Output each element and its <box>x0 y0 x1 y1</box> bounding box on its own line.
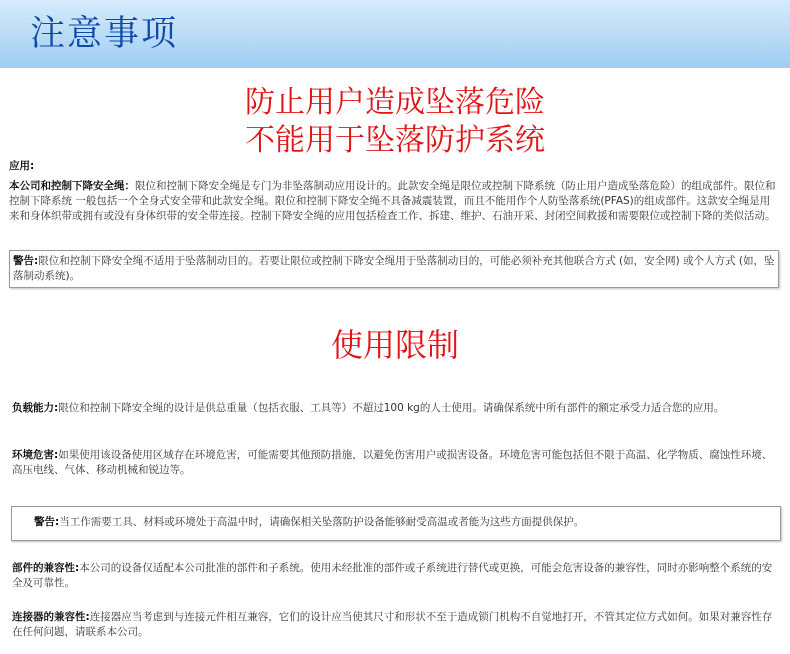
connectors-lead: 连接器的兼容性: <box>12 611 90 623</box>
capacity-lead: 负载能力: <box>12 402 59 414</box>
hazard-heading-1: 防止用户造成坠落危险 <box>245 85 545 120</box>
environment-lead: 环境危害: <box>12 449 59 461</box>
connectors-text: 连接器应当考虑到与连接元件相互兼容，它们的设计应当使其尺寸和形状不至于造成锁门机构不自觉地打开，不管其定位方式如何。如果对兼容性存在任何问题，请联系本公司。 <box>12 611 773 638</box>
warning2-lead: 警告: <box>34 516 60 528</box>
application-label <box>9 159 779 174</box>
capacity-text: 限位和控制下降安全绳的设计是供总重量（包括衣服、工具等）不超过100 kg的人士使用。请确保系统中所有部件的额定承受力适合您的应用。 <box>58 402 725 414</box>
application-paragraph <box>9 179 779 224</box>
warning2-text: 当工作需要工具、材料或环境处于高温中时，请确保相关坠落防护设备能够耐受高温或者能为这些方面提供保护。 <box>59 516 585 528</box>
header-banner <box>0 0 790 68</box>
environment-text: 如果使用该设备使用区域存在环境危害，可能需要其他预防措施，以避免伤害用户或损害设备。环境危害可能包括但不限于高温、化学物质、腐蚀性环境、高压电线、气体、移动机械和锐边等。 <box>12 449 773 476</box>
compatibility-lead: 部件的兼容性: <box>12 562 80 574</box>
warning1-lead: 警告: <box>13 255 39 267</box>
usage-limits-heading: 使用限制 <box>330 326 459 364</box>
warning-box-1 <box>9 250 779 288</box>
page-title: 注意事项 <box>30 14 179 54</box>
compatibility-paragraph <box>12 561 782 591</box>
application-label-text: 应用: <box>9 160 35 172</box>
warning-box-2 <box>11 506 781 541</box>
warning1-text: 限位和控制下降安全绳不适用于坠落制动目的。若要让限位或控制下降安全绳用于坠落制动目的，可能必须补充其他联合方式 (如，安全网) 或个人方式 (如，坠落制动系统)。 <box>13 255 775 282</box>
environment-paragraph <box>12 448 782 478</box>
hazard-heading-2: 不能用于坠落防护系统 <box>245 123 545 158</box>
compatibility-text: 本公司的设备仅适配本公司批准的部件和子系统。使用未经批准的部件或子系统进行替代或更换，可能会危害设备的兼容性，同时亦影响整个系统的安全及可靠性。 <box>12 562 773 589</box>
application-text: 限位和控制下降安全绳是专门为非坠落制动应用设计的。此款安全绳是限位或控制下降系统（防止用户造成坠落危险）的组成部件。限位和控制下降系统 一般包括一个全身式安全带和此款安全绳。限位和控制下降安全绳不具备减震装置，而且不能用作个人防坠落系统(PFAS)的组成部件。这款安全绳是用来和身体织带或拥有或没有身体织带的安全带连接。控制下降安全绳的应用包括检查工作、拆建、维护、石油开采、封闭空间救援和需要限位或控制下降的类似活动。 <box>9 180 776 222</box>
application-lead: 本公司和控制下降安全绳： <box>9 180 135 192</box>
connectors-paragraph <box>12 610 782 640</box>
capacity-paragraph <box>12 401 782 416</box>
